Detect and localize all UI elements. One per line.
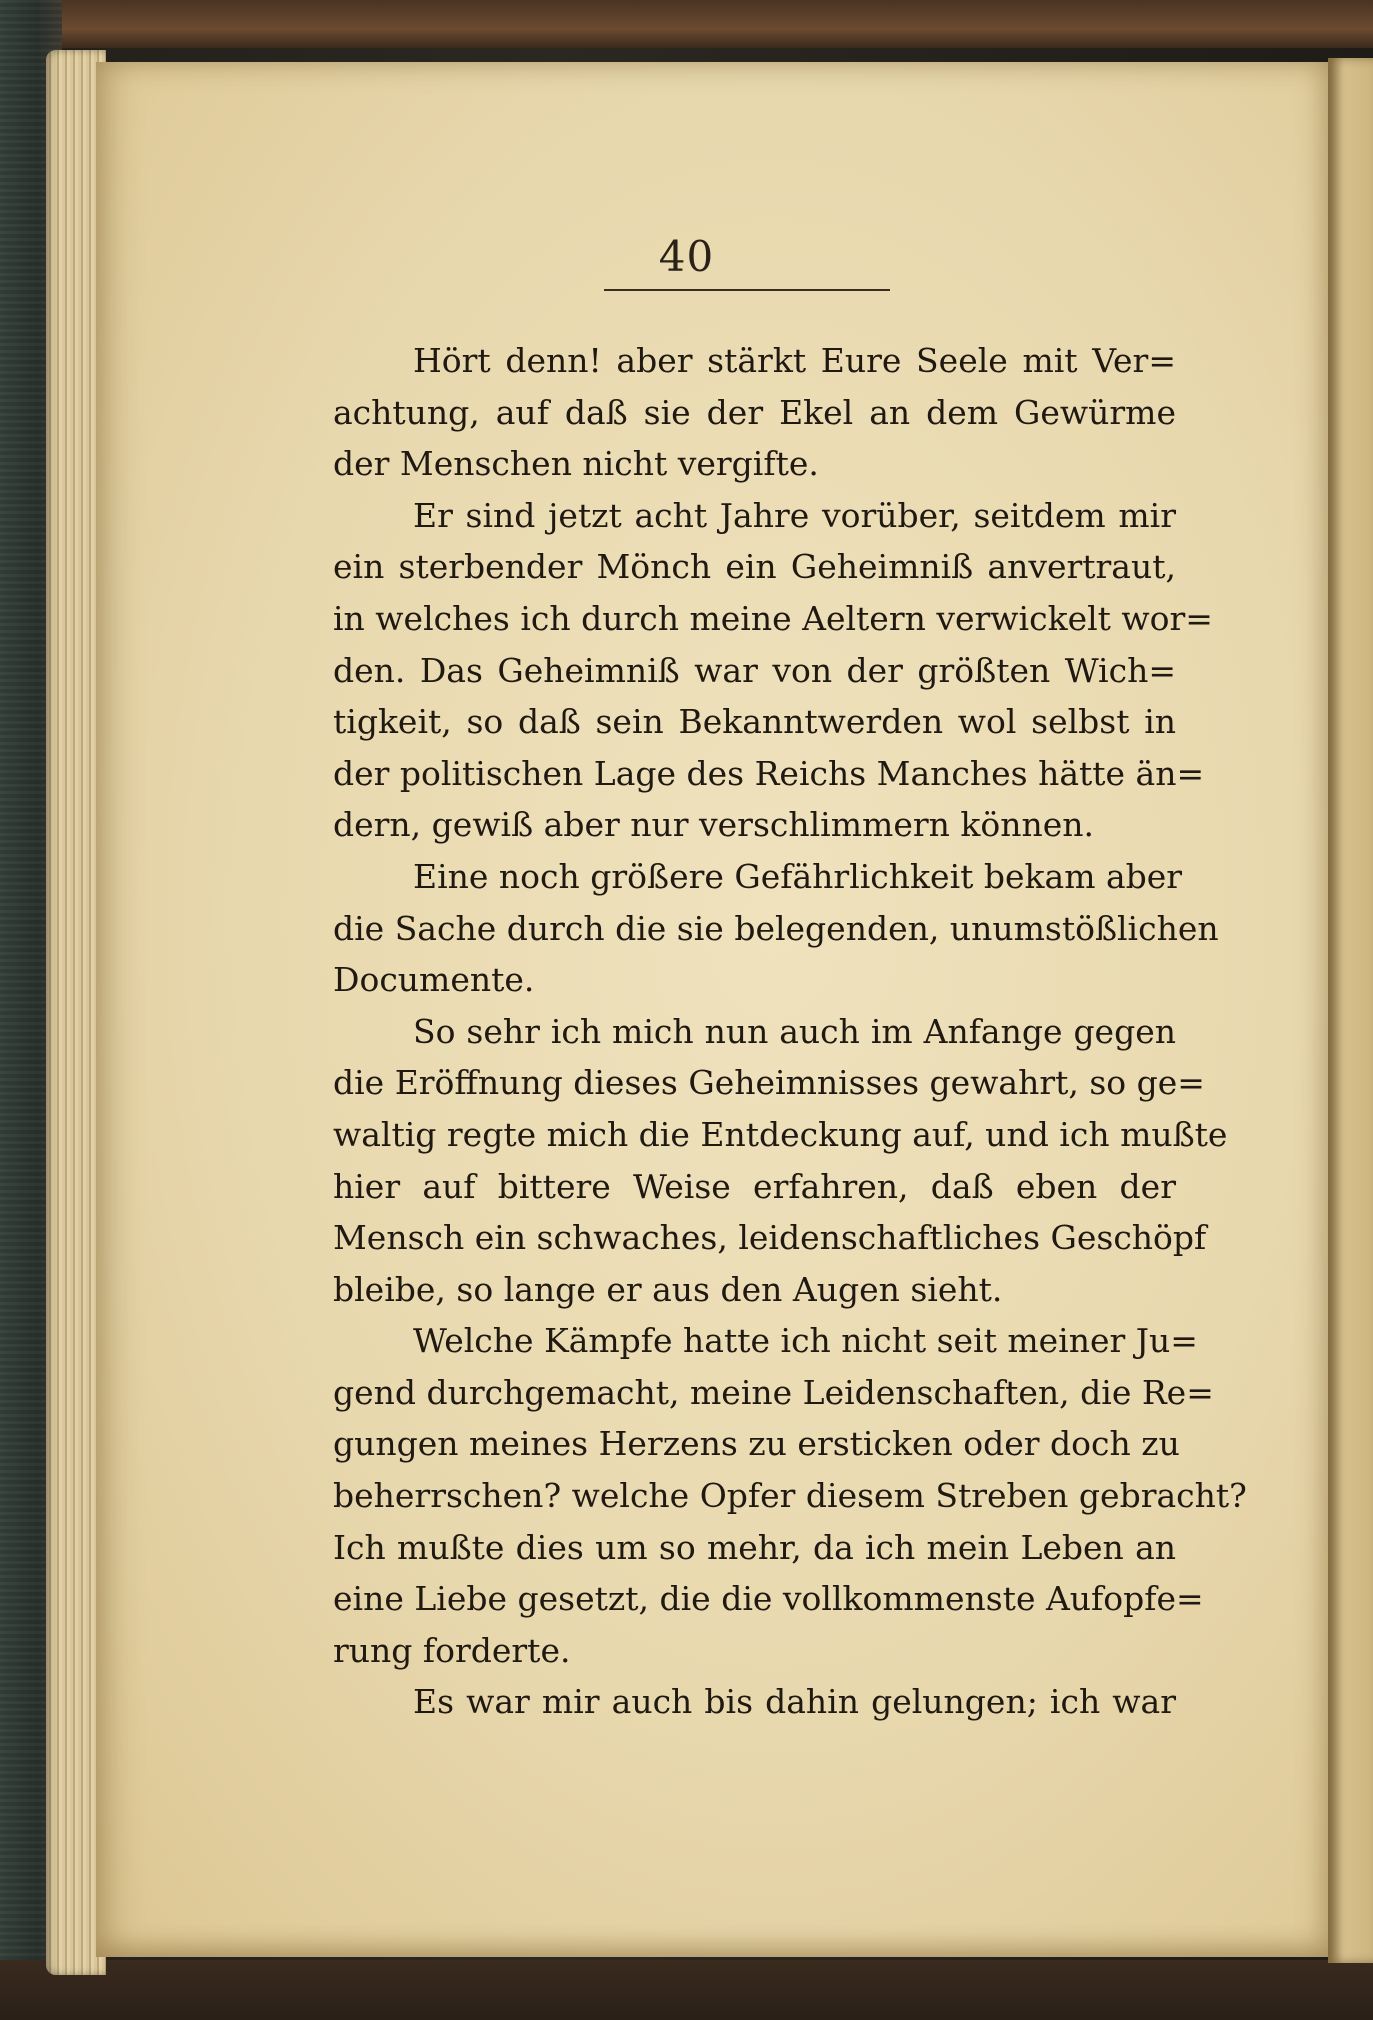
text-line: in welches ich durch meine Aeltern verwickelt wor= [333,598,1213,638]
text-line: Documente. [333,960,535,1000]
page-number: 40 [658,232,715,281]
text-line: tigkeit, so daß sein Bekanntwerden wol selbst in [333,702,1176,742]
text-line: Er sind jetzt acht Jahre vorüber, seitdem mir [413,495,1176,535]
text-line: Es war mir auch bis dahin gelungen; ich war [413,1682,1176,1722]
text-line: beherrschen? welche Opfer diesem Streben gebracht? [333,1476,1247,1516]
text-line: gend durchgemacht, meine Leidenschaften, die Re= [333,1372,1214,1412]
text-line: den. Das Geheimniß war von der größten Wich= [333,650,1176,690]
text-line: rung forderte. [333,1630,571,1670]
text-line: Ich mußte dies um so mehr, da ich mein Leben an [333,1527,1176,1567]
text-line: dern, gewiß aber nur verschlimmern können. [333,805,1095,845]
text-line: die Sache durch die sie belegenden, unumstößlichen [333,908,1219,948]
body-text [333,335,1247,1728]
text-line: hier auf bittere Weise erfahren, daß eben der [333,1166,1176,1206]
text-line: bleibe, so lange er aus den Augen sieht. [333,1269,1003,1309]
text-line: Mensch ein schwaches, leidenschaftliches Geschöpf [333,1218,1207,1258]
text-line: die Eröffnung dieses Geheimnisses gewahrt, so ge= [333,1063,1205,1103]
text-line: achtung, auf daß sie der Ekel an dem Gewürme [333,392,1176,432]
header-rule [604,289,890,291]
text-line: Hört denn! aber stärkt Eure Seele mit Ver= [413,341,1176,380]
text-line: eine Liebe gesetzt, die die vollkommenste Aufopfe= [333,1579,1204,1619]
text-line: der politischen Lage des Reichs Manches hätte än= [333,753,1205,793]
book-cover-bottom-edge [0,1960,1373,2020]
book-cover-top-edge [0,0,1373,48]
text-line: der Menschen nicht vergifte. [333,444,819,484]
text-line: Eine noch größere Gefährlichkeit bekam aber [413,856,1183,896]
text-line: Welche Kämpfe hatte ich nicht seit meiner Ju= [413,1321,1198,1361]
facing-page-edge [1328,58,1373,1963]
text-line: ein sterbender Mönch ein Geheimniß anvertraut, [333,547,1176,587]
text-line: So sehr ich mich nun auch im Anfange gegen [413,1011,1176,1051]
text-line: waltig regte mich die Entdeckung auf, und ich mußte [333,1114,1228,1154]
text-line: gungen meines Herzens zu ersticken oder doch zu [333,1424,1180,1464]
